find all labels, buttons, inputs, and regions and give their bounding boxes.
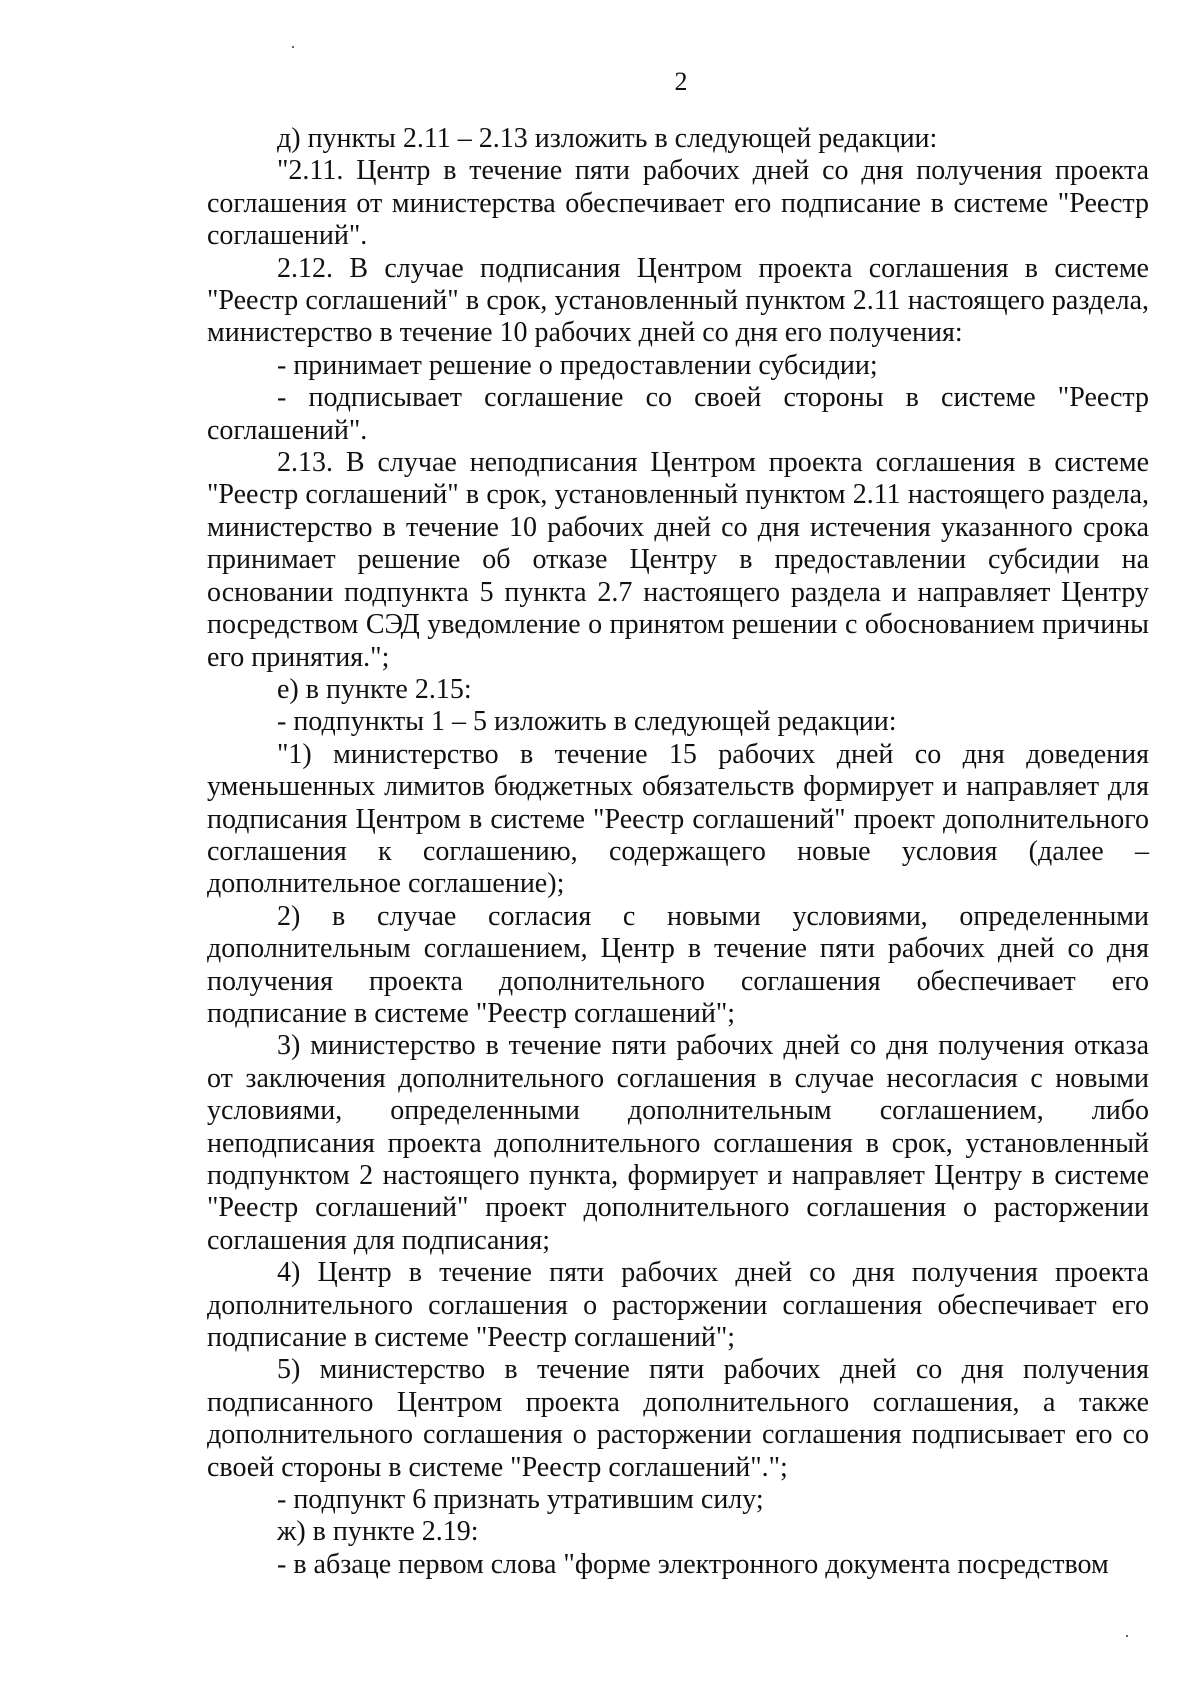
paragraph-subitem-1: "1) министерство в течение 15 рабочих дней со дня доведения уменьшенных лимитов бюджетных обязательств формирует и направляет для подписания Центром в системе "Реестр соглашений" проект дополнительного соглашения к соглашению, содержащего новые условия (далее – дополнительное соглашение);: [207, 738, 1149, 900]
paragraph-subitem-3: 3) министерство в течение пяти рабочих дней со дня получения отказа от заключения дополнительного соглашения в случае несогласия с новыми условиями, определенными дополнительным соглашением, либо неподписания проекта дополнительного соглашения в срок, установленный подпунктом 2 настоящего пункта, формирует и направляет Центру в системе "Реестр соглашений" проект дополнительного соглашения о расторжении соглашения для подписания;: [207, 1030, 1149, 1256]
paragraph-2-12-dash-2: - подписывает соглашение со своей стороны в системе "Реестр соглашений".: [207, 382, 1149, 446]
paragraph-subitem-6: - подпункт 6 признать утратившим силу;: [277, 1484, 764, 1516]
paragraph-subitems-1-5: - подпункты 1 – 5 изложить в следующей редакции:: [277, 706, 897, 738]
paragraph-2-11: "2.11. Центр в течение пяти рабочих дней со дня получения проекта соглашения от министерства обеспечивает его подписание в системе "Реестр соглашений".: [207, 155, 1149, 252]
paragraph-2-12-dash-1: - принимает решение о предоставлении субсидии;: [277, 349, 878, 381]
paragraph-first-abzac: - в абзаце первом слова "форме электронного документа посредством: [277, 1548, 1109, 1580]
paragraph-2-13: 2.13. В случае неподписания Центром проекта соглашения в системе "Реестр соглашений" в срок, установленный пунктом 2.11 настоящего раздела, министерство в течение 10 рабочих дней со дня истечения указанного срока принимает решение об отказе Центру в предоставлении субсидии на основании подпункта 5 пункта 2.7 настоящего раздела и направляет Центру посредством СЭД уведомление о принятом решении с обоснованием причины его принятия.";: [207, 447, 1149, 673]
paragraph-subitem-2: 2) в случае согласия с новыми условиями, определенными дополнительным соглашением, Центр в течение пяти рабочих дней со дня получения проекта дополнительного соглашения обеспечивает его подписание в системе "Реестр соглашений";: [207, 900, 1149, 1029]
paragraph-item-d: д) пункты 2.11 – 2.13 изложить в следующей редакции:: [277, 123, 938, 154]
paragraph-item-zh: ж) в пункте 2.19:: [277, 1516, 479, 1548]
document-body: [207, 123, 1149, 1581]
page-number: 2: [674, 67, 688, 96]
paragraph-2-12: 2.12. В случае подписания Центром проекта соглашения в системе "Реестр соглашений" в срок, установленный пунктом 2.11 настоящего раздела, министерство в течение 10 рабочих дней со дня его получения:: [207, 252, 1149, 349]
scan-speck: [292, 46, 294, 48]
paragraph-item-e: е) в пункте 2.15:: [277, 673, 472, 705]
paragraph-subitem-4: 4) Центр в течение пяти рабочих дней со дня получения проекта дополнительного соглашения о расторжении соглашения обеспечивает его подписание в системе "Реестр соглашений";: [207, 1257, 1149, 1354]
scan-speck: [1126, 1635, 1128, 1637]
paragraph-subitem-5: 5) министерство в течение пяти рабочих дней со дня получения подписанного Центром проекта дополнительного соглашения, а также дополнительного соглашения о расторжении соглашения подписывает его со своей стороны в системе "Реестр соглашений".";: [207, 1354, 1149, 1483]
